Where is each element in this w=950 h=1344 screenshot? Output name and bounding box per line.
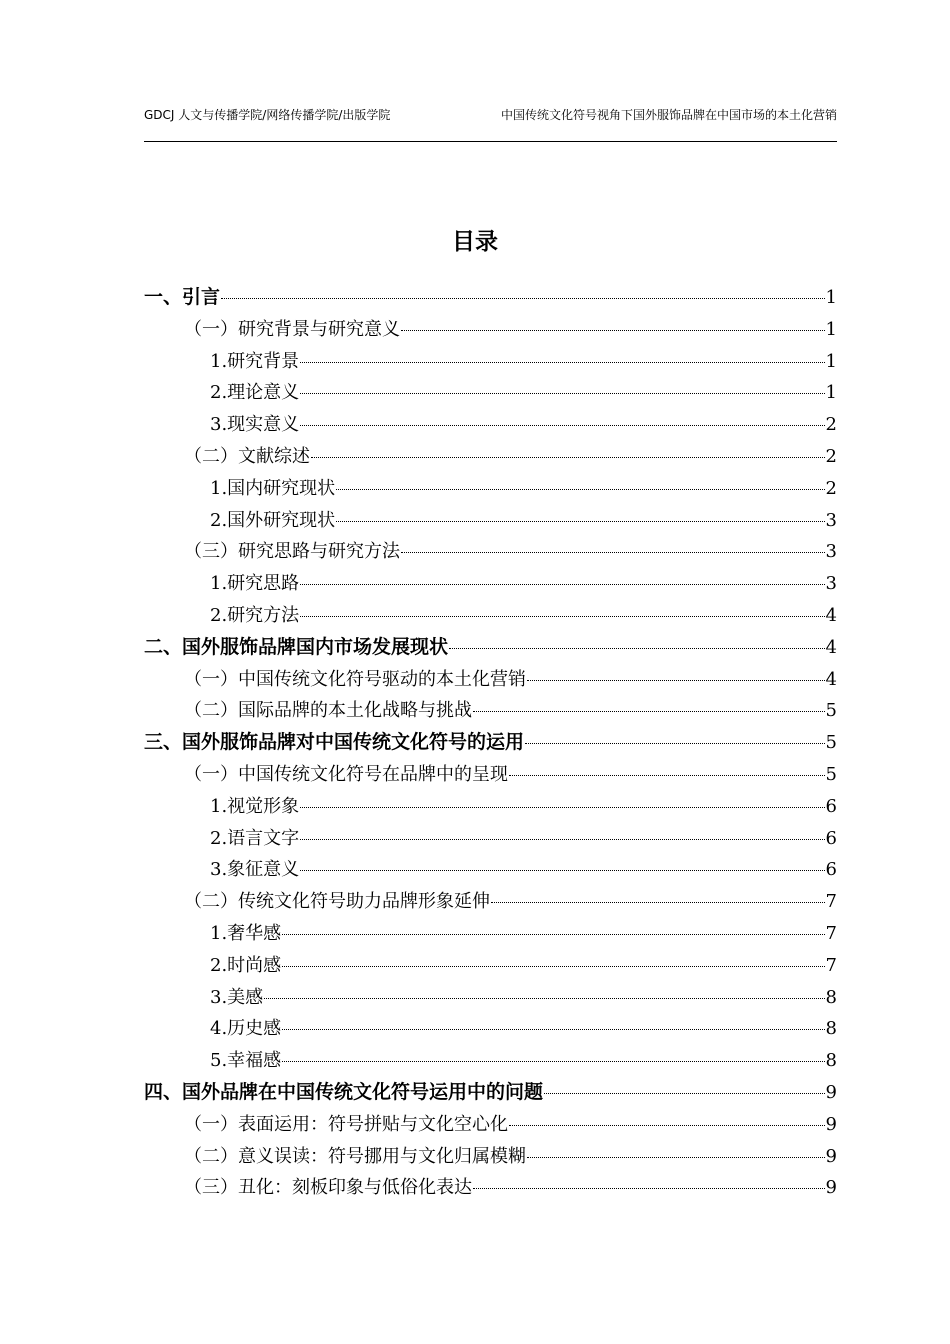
dot-leader — [401, 330, 825, 331]
dot-leader — [527, 1157, 825, 1158]
toc-entry-page: 5 — [825, 732, 837, 754]
toc-entry-page: 3 — [825, 509, 837, 531]
toc-entry-page: 7 — [825, 954, 837, 976]
header-institution: GDCJ 人文与传播学院/网络传播学院/出版学院 — [144, 108, 391, 122]
toc-entry[interactable] — [144, 632, 837, 664]
dot-leader — [449, 648, 825, 649]
toc-entry-page: 6 — [825, 827, 837, 849]
toc-entry-title: 3.现实意义 — [210, 414, 300, 436]
toc-entry[interactable] — [144, 441, 837, 473]
toc-entry[interactable] — [144, 536, 837, 568]
toc-entry-page: 8 — [825, 1050, 837, 1072]
dot-leader — [300, 362, 824, 363]
toc-entry-title: 2.研究方法 — [210, 604, 300, 626]
toc-entry-page: 3 — [825, 573, 837, 595]
toc-entry-title: 2.理论意义 — [210, 382, 300, 404]
dot-leader — [300, 393, 824, 394]
dot-leader — [282, 1029, 824, 1030]
toc-entry-title: （二）文献综述 — [184, 445, 310, 467]
toc-entry-page: 8 — [825, 1018, 837, 1040]
toc-entry-title: 1.奢华感 — [210, 922, 282, 944]
toc-entry-title: 四、国外品牌在中国传统文化符号运用中的问题 — [144, 1080, 544, 1103]
toc-entry-title: （一）中国传统文化符号驱动的本土化营销 — [184, 668, 526, 690]
dot-leader — [282, 934, 824, 935]
toc-entry[interactable] — [144, 1109, 837, 1141]
toc-entry-page: 4 — [825, 604, 837, 626]
toc-entry-title: （一）研究背景与研究意义 — [184, 318, 400, 340]
dot-leader — [336, 489, 824, 490]
dot-leader — [509, 775, 825, 776]
toc-entry[interactable] — [144, 854, 837, 886]
dot-leader — [544, 1093, 825, 1094]
toc-entry[interactable] — [144, 505, 837, 537]
dot-leader — [336, 521, 824, 522]
toc-entry[interactable] — [144, 282, 837, 314]
dot-leader — [282, 966, 824, 967]
dot-leader — [300, 425, 824, 426]
toc-entry-title: （二）传统文化符号助力品牌形象延伸 — [184, 891, 490, 913]
toc-entry-title: 1.研究背景 — [210, 350, 300, 372]
dot-leader — [509, 1125, 825, 1126]
page-header — [144, 108, 837, 142]
toc-entry-title: 1.视觉形象 — [210, 795, 300, 817]
dot-leader — [300, 807, 824, 808]
toc-entry-title: 2.国外研究现状 — [210, 509, 336, 531]
dot-leader — [525, 743, 825, 744]
toc-entry-page: 2 — [825, 445, 837, 467]
toc-entry[interactable] — [144, 1141, 837, 1173]
dot-leader — [282, 1061, 824, 1062]
toc-entry[interactable] — [144, 1045, 837, 1077]
header-thesis-title: 中国传统文化符号视角下国外服饰品牌在中国市场的本土化营销 — [500, 108, 837, 122]
toc-entry[interactable] — [144, 568, 837, 600]
toc-entry-title: 5.幸福感 — [210, 1050, 282, 1072]
toc-entry-page: 2 — [825, 414, 837, 436]
dot-leader — [221, 298, 825, 299]
toc-entry-title: 2.语言文字 — [210, 827, 300, 849]
dot-leader — [264, 998, 824, 999]
toc-entry-title: 三、国外服饰品牌对中国传统文化符号的运用 — [144, 731, 525, 754]
page-title: 目录 — [452, 229, 498, 256]
toc-entry[interactable] — [144, 314, 837, 346]
toc-entry-title: （一）表面运用：符号拼贴与文化空心化 — [184, 1113, 508, 1135]
dot-leader — [473, 711, 825, 712]
toc-entry-page: 9 — [825, 1145, 837, 1167]
toc-entry-title: （二）国际品牌的本土化战略与挑战 — [184, 700, 472, 722]
toc-entry-title: 2.时尚感 — [210, 954, 282, 976]
dot-leader — [300, 584, 824, 585]
toc-entry-page: 2 — [825, 477, 837, 499]
toc-entry[interactable] — [144, 982, 837, 1014]
toc-entry[interactable] — [144, 727, 837, 759]
toc-entry[interactable] — [144, 473, 837, 505]
toc-entry-title: （三）丑化：刻板印象与低俗化表达 — [184, 1177, 472, 1199]
toc-entry-page: 7 — [825, 922, 837, 944]
toc-entry-page: 8 — [825, 986, 837, 1008]
toc-entry-page: 4 — [825, 636, 837, 658]
toc-entry-page: 7 — [825, 891, 837, 913]
dot-leader — [300, 870, 824, 871]
toc-entry-page: 5 — [825, 700, 837, 722]
toc-entry-title: 一、引言 — [144, 286, 221, 308]
toc-entry-page: 5 — [825, 763, 837, 785]
toc-entry-title: 4.历史感 — [210, 1018, 282, 1040]
table-of-contents — [144, 282, 837, 1204]
toc-entry-page: 6 — [825, 795, 837, 817]
toc-entry[interactable] — [144, 950, 837, 982]
toc-entry-title: （二）意义误读：符号挪用与文化归属模糊 — [184, 1145, 526, 1167]
dot-leader — [473, 1188, 825, 1189]
toc-entry[interactable] — [144, 664, 837, 696]
toc-entry-page: 4 — [825, 668, 837, 690]
toc-entry-page: 9 — [825, 1177, 837, 1199]
toc-entry-title: 3.象征意义 — [210, 859, 300, 881]
toc-entry-title: 二、国外服饰品牌国内市场发展现状 — [144, 635, 449, 658]
toc-entry-title: 1.研究思路 — [210, 573, 300, 595]
toc-entry[interactable] — [144, 791, 837, 823]
dot-leader — [300, 839, 824, 840]
dot-leader — [401, 552, 825, 553]
dot-leader — [300, 616, 824, 617]
toc-entry[interactable] — [144, 1013, 837, 1045]
toc-entry-page: 3 — [825, 541, 837, 563]
toc-entry[interactable] — [144, 377, 837, 409]
toc-entry[interactable] — [144, 1077, 837, 1109]
dot-leader — [311, 457, 825, 458]
toc-entry[interactable] — [144, 1172, 837, 1204]
toc-entry-title: （三）研究思路与研究方法 — [184, 541, 400, 563]
toc-entry[interactable] — [144, 346, 837, 378]
toc-entry[interactable] — [144, 759, 837, 791]
toc-entry[interactable] — [144, 823, 837, 855]
toc-entry-title: 1.国内研究现状 — [210, 477, 336, 499]
toc-entry[interactable] — [144, 886, 837, 918]
toc-entry-page: 1 — [825, 318, 837, 340]
dot-leader — [491, 902, 825, 903]
toc-entry-page: 1 — [825, 287, 837, 308]
toc-entry[interactable] — [144, 695, 837, 727]
toc-entry[interactable] — [144, 409, 837, 441]
toc-entry-page: 1 — [825, 382, 837, 404]
toc-entry-page: 1 — [825, 350, 837, 372]
toc-entry[interactable] — [144, 918, 837, 950]
toc-entry-page: 6 — [825, 859, 837, 881]
toc-entry-page: 9 — [825, 1113, 837, 1135]
toc-entry-title: （一）中国传统文化符号在品牌中的呈现 — [184, 763, 508, 785]
dot-leader — [527, 680, 825, 681]
toc-entry-page: 9 — [825, 1081, 837, 1103]
toc-entry[interactable] — [144, 600, 837, 632]
toc-entry-title: 3.美感 — [210, 986, 264, 1008]
header-divider — [144, 141, 837, 142]
